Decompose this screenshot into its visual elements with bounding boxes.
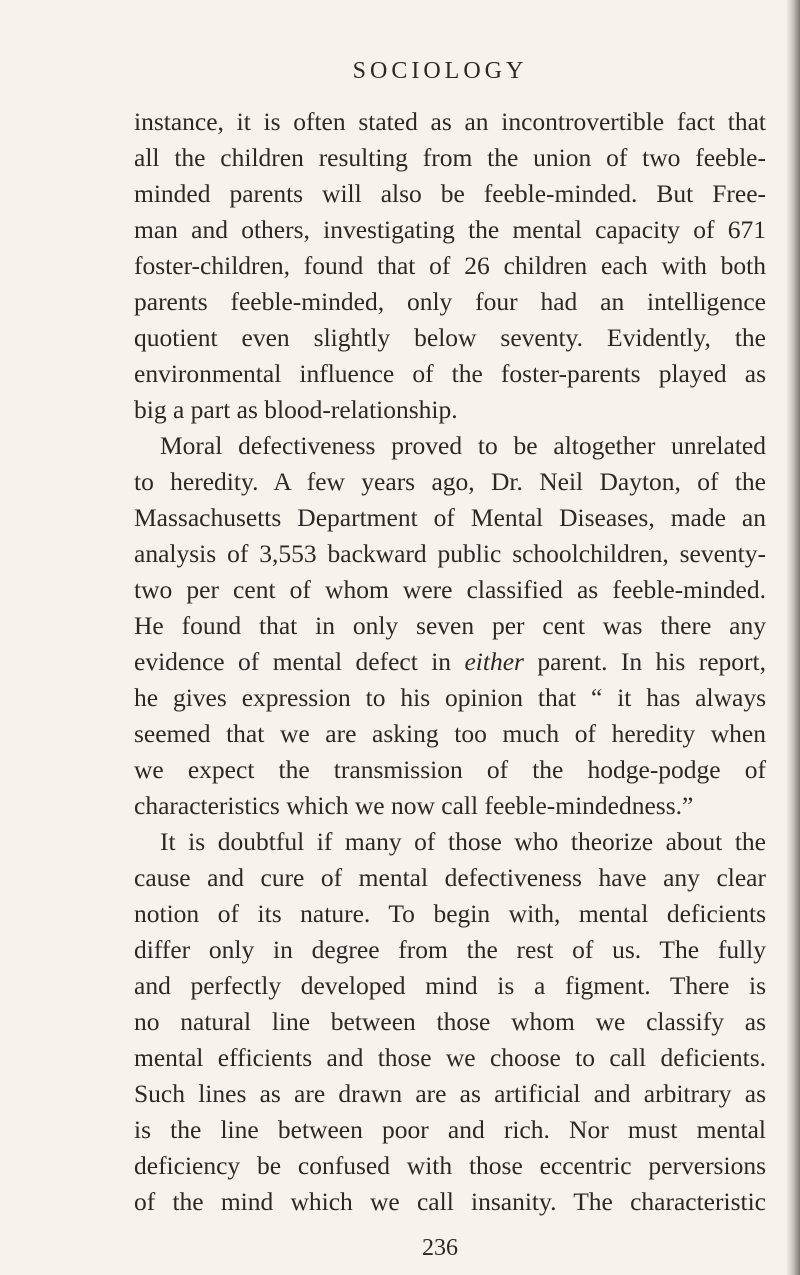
text-line: all the children resulting from the union of two feeble- bbox=[134, 143, 766, 172]
text-line: no natural line between those whom we classify as bbox=[134, 1007, 766, 1036]
text-line: It is doubtful if many of those who theorize about the bbox=[160, 827, 766, 856]
text-line: instance, it is often stated as an incontrovertible fact that bbox=[134, 107, 766, 136]
text-line: foster-children, found that of 26 children each with both bbox=[134, 251, 766, 280]
text-line: environmental influence of the foster-parents played as bbox=[134, 359, 766, 388]
page-edge-shadow bbox=[786, 0, 800, 1275]
text-line: Such lines as are drawn are as artificial and arbitrary as bbox=[134, 1079, 766, 1108]
text-line: seemed that we are asking too much of heredity when bbox=[134, 719, 766, 748]
text-line: quotient even slightly below seventy. Evidently, the bbox=[134, 323, 766, 352]
text-line: evidence of mental defect in either parent. In his report, bbox=[134, 647, 766, 676]
text-line: two per cent of whom were classified as feeble-minded. bbox=[134, 575, 766, 604]
text-line: He found that in only seven per cent was there any bbox=[134, 611, 766, 640]
text-line: characteristics which we now call feeble-mindedness.” bbox=[134, 791, 694, 820]
running-head: SOCIOLOGY bbox=[352, 58, 528, 84]
text-line: to heredity. A few years ago, Dr. Neil Dayton, of the bbox=[134, 467, 766, 496]
text-line: and perfectly developed mind is a figment. There is bbox=[134, 971, 766, 1000]
text-line: is the line between poor and rich. Nor must mental bbox=[134, 1115, 766, 1144]
text-line: minded parents will also be feeble-minded. But Free- bbox=[134, 179, 766, 208]
text-line: Massachusetts Department of Mental Diseases, made an bbox=[134, 503, 766, 532]
text-line: notion of its nature. To begin with, mental deficients bbox=[134, 899, 766, 928]
text-line: of the mind which we call insanity. The characteristic bbox=[134, 1187, 766, 1216]
text-line: cause and cure of mental defectiveness have any clear bbox=[134, 863, 766, 892]
text-line: deficiency be confused with those eccentric perversions bbox=[134, 1151, 766, 1180]
text-line: big a part as blood-relationship. bbox=[134, 395, 458, 424]
text-line: we expect the transmission of the hodge-podge of bbox=[134, 755, 766, 784]
text-line: he gives expression to his opinion that “ it has always bbox=[134, 683, 766, 712]
text-line: Moral defectiveness proved to be altogether unrelated bbox=[160, 431, 766, 460]
text-line: parents feeble-minded, only four had an intelligence bbox=[134, 287, 766, 316]
body-text bbox=[134, 104, 766, 1220]
text-line: man and others, investigating the mental capacity of 671 bbox=[134, 215, 766, 244]
text-line: mental efficients and those we choose to call deficients. bbox=[134, 1043, 766, 1072]
page-number: 236 bbox=[422, 1235, 458, 1261]
text-line: differ only in degree from the rest of us. The fully bbox=[134, 935, 766, 964]
text-line: analysis of 3,553 backward public schoolchildren, seventy- bbox=[134, 539, 766, 568]
